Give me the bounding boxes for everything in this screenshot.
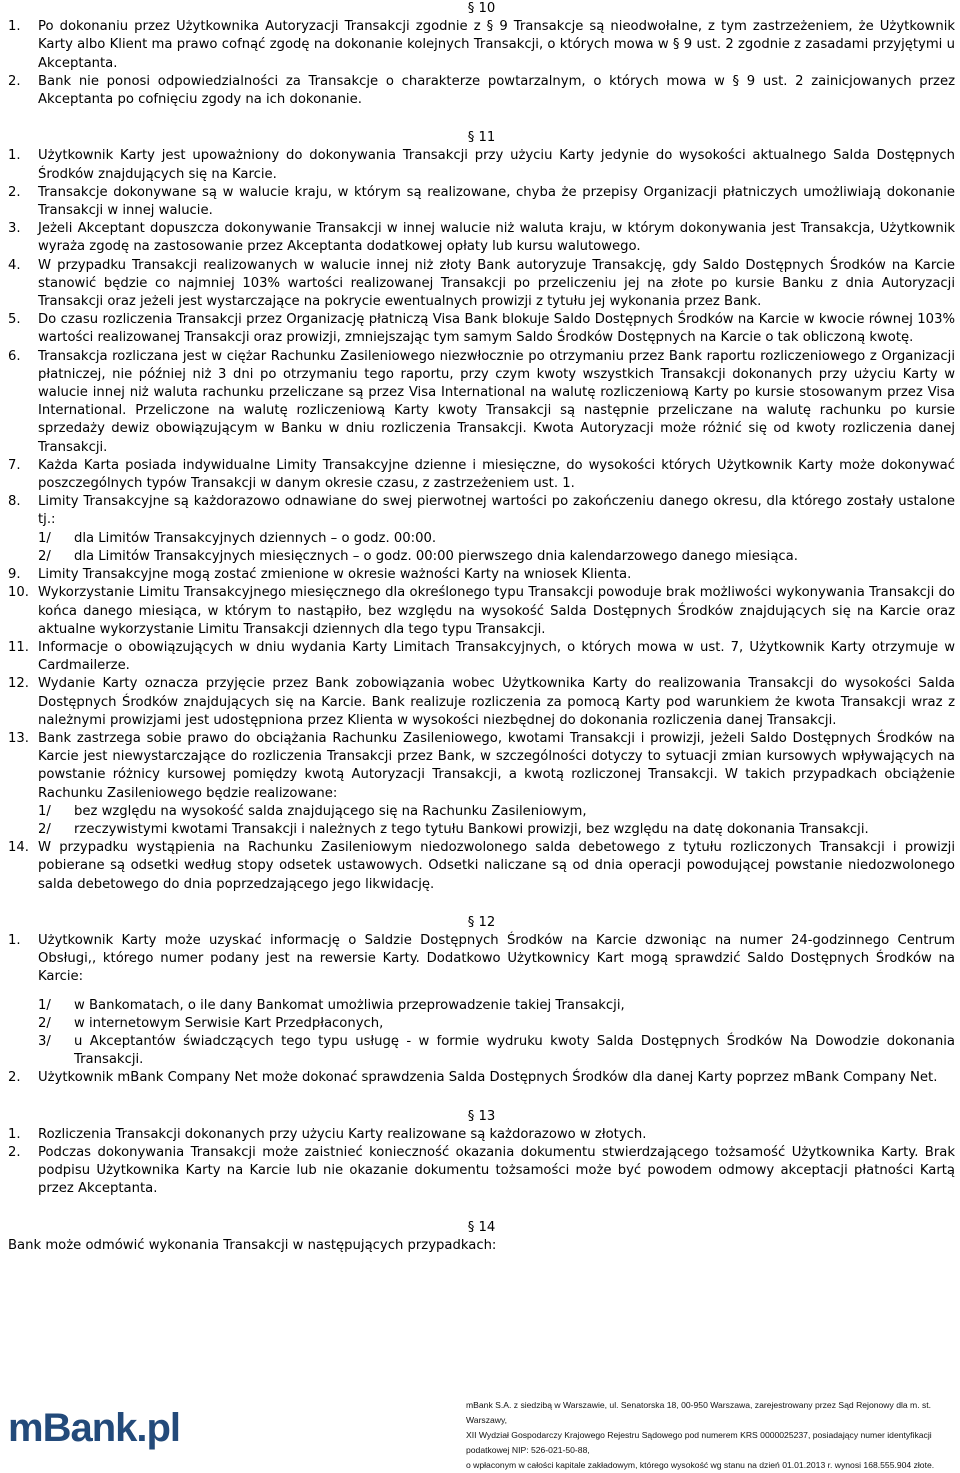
item-number: 1. [8,932,21,948]
list-item [8,730,955,803]
item-number: 10. [8,585,29,601]
item-text: Limity Transakcyjne mogą zostać zmienione w okresie ważności Karty na wniosek Klienta. [38,567,632,583]
item-text: Do czasu rozliczenia Transakcji przez Organizację płatniczą Visa Bank blokuje Saldo Dostępnych Środków na Karcie w kwocie równej 103% wartości realizowanej Transakcji oraz prowizji, zmniejszając tym samym Saldo Środków Dostępnych na Karcie o tak obliczoną kwotę. [38,312,955,346]
sub-item-text: dla Limitów Transakcyjnych miesięcznych – o godz. 00:00 pierwszego dnia kalendarzowego danego miesiąca. [74,548,798,564]
list-item [8,839,955,894]
footer-line: XII Wydział Gospodarczy Krajowego Rejestru Sądowego pod numerem KRS 0000025237, posiadający numer identyfikacji podatkowej NIP: 526-021-50-88, [466,1430,932,1455]
sub-item [8,1015,955,1033]
item-text: Użytkownik Karty jest upoważniony do dokonywania Transakcji przy użyciu Karty jedynie do wysokości aktualnego Salda Dostępnych Środków znajdujących się na Karcie. [38,148,955,182]
item-text: Użytkownik Karty może uzyskać informację o Saldzie Dostępnych Środków na Karcie dzwoniąc na numer 24-godzinnego Centrum Obsługi,, którego numer podany jest na rewersie Karty. Dodatkowo Użytkownicy Kart mogą sprawdzić Saldo Dostępnych Środków na Karcie: [38,932,955,985]
list-item [8,932,955,987]
list-item [8,1069,955,1087]
list-item [8,348,955,457]
item-number: 9. [8,567,21,583]
list-item [8,73,955,109]
list-item [8,493,955,529]
list-item [8,675,955,730]
item-number: 13. [8,730,29,746]
list-item [8,311,955,347]
item-number: 7. [8,457,21,473]
section-10-heading: § 10 [467,1,496,16]
sub-item-number: 2/ [38,821,51,837]
list-item [8,220,955,256]
item-text: Informacje o obowiązujących w dniu wydania Karty Limitach Transakcyjnych, o których mowa w ust. 7, Użytkownik Karty otrzymuje w Cardmailerze. [38,639,955,674]
list-item [8,257,955,312]
item-number: 2. [8,1070,21,1086]
item-text: Jeżeli Akceptant dopuszcza dokonywanie Transakcji w innej walucie niż waluta kraju, w którym dokonywania jest Transakcja, Użytkownik wyraża zgodę na zastosowanie przez Akceptanta dodatkowej opłaty lub kursu walutowego. [38,221,955,255]
list-item [8,147,955,183]
list-item [8,566,955,584]
item-number: 8. [8,494,21,510]
item-text: W przypadku Transakcji realizowanych w walucie innej niż złoty Bank autoryzuje Transakcję, gdy Saldo Dostępnych Środków na Karcie stanowić będzie co najmniej 103% wartości realizowanej Transakcji po przeliczeniu jej na złote po kursie Banku z dnia Autoryzacji Transakcji oraz jeżeli jest wystarczające na pokrycie ewentualnych prowizji z tytułu jej wykonania przez Bank. [38,257,955,310]
item-number: 3. [8,221,21,237]
footer-line: o wpłaconym w całości kapitale zakładowym, którego wysokość wg stanu na dzień 01.01.2013 r. wynosi 168.555.904 złote. [466,1460,935,1470]
sub-item-number: 2/ [38,548,51,564]
sub-item-number: 2/ [38,1015,51,1031]
item-number: 1. [8,19,21,35]
item-number: 2. [8,73,21,89]
sub-item [8,1033,955,1069]
section-12-heading: § 12 [467,914,496,930]
sub-item-text: rzeczywistymi kwotami Transakcji i należnych z tego tytułu Bankowi prowizji, bez względu na datę dokonania Transakcji. [74,821,869,837]
list-item [8,1144,955,1199]
page-footer [0,1388,960,1470]
section-11-heading: § 11 [467,130,496,146]
item-number: 2. [8,184,21,200]
item-text: Użytkownik mBank Company Net może dokonać sprawdzenia Salda Dostępnych Środków dla danej Karty poprzez mBank Company Net. [38,1070,938,1086]
item-text: Podczas dokonywania Transakcji może zaistnieć konieczność okazania dokumentu stwierdzającego tożsamość Użytkownika Karty. Brak podpisu Użytkownika Karty na Karcie lub nie okazanie dokumentu tożsamości może być powodem odmowy akceptacji płatności Kartą przez Akceptanta. [38,1144,955,1197]
item-number: 1. [8,1126,21,1142]
list-item [8,584,955,639]
sub-item-text: w Bankomatach, o ile dany Bankomat umożliwia przeprowadzenie takiej Transakcji, [74,997,625,1013]
item-text: Po dokonaniu przez Użytkownika Autoryzacji Transakcji zgodnie z § 9 Transakcje są nieodwołalne, z tym zastrzeżeniem, że Użytkownik Karty albo Klient ma prawo cofnąć zgodę na dokonanie kolejnych Transakcji, o których mowa w § 9 ust. 2 zgodnie z zasadami przyjętymi u Akceptanta. [38,19,955,71]
mbank-logo: mBank.pl [8,1406,181,1450]
sub-item [8,821,955,839]
list-item [8,639,955,675]
sub-item-number: 1/ [38,803,51,819]
item-text: Bank nie ponosi odpowiedzialności za Transakcje o charakterze powtarzalnym, o których mowa w § 9 ust. 2 zainicjowanych przez Akceptanta po cofnięciu zgody na ich dokonanie. [38,73,955,108]
footer-line: mBank S.A. z siedzibą w Warszawie, ul. Senatorska 18, 00-950 Warszawa, zarejestrowany przez Sąd Rejonowy dla m. st. Warszawy, [466,1400,932,1425]
item-text: Transakcje dokonywane są w walucie kraju, w którym są realizowane, chyba że przepisy Organizacji płatniczych umożliwiają dokonanie Transakcji w innej walucie. [38,184,955,219]
item-text: Transakcja rozliczana jest w ciężar Rachunku Zasileniowego niezwłocznie po otrzymaniu przez Bank raportu rozliczeniowego z Organizacji płatniczej, nie później niż 3 dni po otrzymaniu tego raportu, przy czym kwoty wszystkich Transakcji dokonanych przy użyciu Karty w walucie innej niż waluta rachunku przeliczane są przez Visa International na walutę rozliczeniową Karty po kursie stosowanym przez Visa International. Przeliczone na walutę rozliczeniową Karty kwoty Transakcji są następnie przeliczane na walutę rachunku po kursie sprzedaży dewiz obowiązującym w Banku w dniu rozliczenia Transakcji. Kwota Autoryzacji może różnić się od kwoty rozliczenia danej Transakcji. [38,348,955,455]
sub-item [8,803,955,821]
item-text: Bank zastrzega sobie prawo do obciążania Rachunku Zasileniowego, kwotami Transakcji i prowizji, jeżeli Saldo Dostępnych Środków na Karcie jest niewystarczające do rozliczenia Transakcji przez Bank, w szczególności dotyczy to sytuacji zmian kursowych wpływających na powstanie różnicy kursowej pomiędzy kwotą Autoryzacji Transakcji, a kwotą rozliczonej Transakcji. W takich przypadkach obciążenie Rachunku Zasileniowego będzie realizowane: [38,730,955,801]
section-13-heading: § 13 [467,1108,496,1124]
item-text: Wydanie Karty oznacza przyjęcie przez Bank zobowiązania wobec Użytkownika Karty do realizowania Transakcji do wysokości Salda Dostępnych Środków znajdujących się na Karcie. Bank realizuje rozliczenia za pomocą Karty pod warunkiem że kwota Transakcji wraz z należnymi prowizjami jest udostępniona przez Klienta w wysokości niezbędnej do dokonania rozliczenia danej Transakcji. [38,676,955,728]
list-item [8,184,955,220]
item-number: 12. [8,676,29,692]
item-number: 2. [8,1144,21,1160]
item-number: 4. [8,257,21,273]
sub-item-text: u Akceptantów świadczących tego typu usługę - w formie wydruku kwoty Salda Dostępnych Środków Na Dowodzie dokonania Transakcji. [74,1033,955,1068]
sub-item [8,997,955,1015]
sub-item-text: dla Limitów Transakcyjnych dziennych – o godz. 00:00. [74,530,437,546]
item-number: 5. [8,312,21,328]
list-item [8,457,955,493]
item-text: W przypadku wystąpienia na Rachunku Zasileniowym niedozwolonego salda debetowego z tytułu rozliczonych Transakcji i prowizji pobierane są odsetki według stopy odsetek ustawowych. Odsetki naliczane są od dnia operacji powodującej powstanie niedozwolonego salda debetowego do dnia poprzedzającego jego likwidację. [38,840,955,892]
sub-item-text: w internetowym Serwisie Kart Przedpłaconych, [74,1015,384,1031]
item-number: 11. [8,639,29,655]
list-item [8,18,955,73]
item-number: 6. [8,348,21,364]
item-number: 14. [8,840,29,856]
sub-item [8,548,955,566]
item-text: Wykorzystanie Limitu Transakcyjnego miesięcznego dla określonego typu Transakcji powoduje brak możliwości wykonywania Transakcji do końca danego miesiąca, w którym to nastąpiło, bez względu na wysokość Salda Dostępnych Środków znajdujących się na Karcie oraz aktualne wykorzystanie Limitu Transakcji dziennych dla tego typu Transakcji. [38,585,955,637]
section-14-intro: Bank może odmówić wykonania Transakcji w następujących przypadkach: [8,1237,497,1253]
item-number: 1. [8,148,21,164]
sub-item [8,530,955,548]
sub-item-number: 3/ [38,1033,51,1049]
list-item [8,1126,955,1144]
item-text: Limity Transakcyjne są każdorazowo odnawiane do swej pierwotnej wartości po zakończeniu danego okresu, dla którego zostały ustalone tj.: [38,494,955,528]
section-14-heading: § 14 [467,1219,496,1235]
item-text: Rozliczenia Transakcji dokonanych przy użyciu Karty realizowane są każdorazowo w złotych. [38,1126,647,1142]
sub-item-number: 1/ [38,997,51,1013]
sub-item-text: bez względu na wysokość salda znajdującego się na Rachunku Zasileniowym, [74,803,587,819]
sub-item-number: 1/ [38,530,51,546]
footer-legal-text [466,1398,956,1473]
item-text: Każda Karta posiada indywidualne Limity Transakcyjne dzienne i miesięczne, do wysokości których Użytkownik Karty może dokonywać poszczególnych typów Transakcji w danym okresie czasu, z zastrzeżeniem ust. 1. [38,457,955,492]
